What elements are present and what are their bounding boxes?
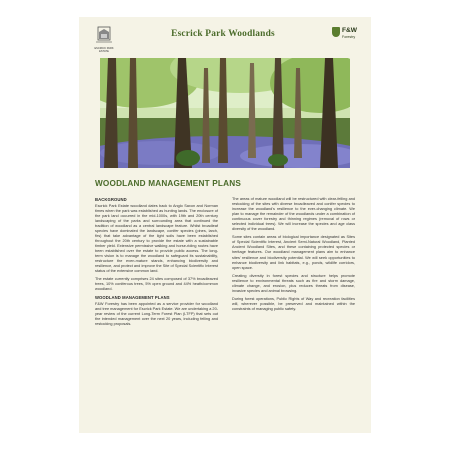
- resilience-paragraph: Creating diversity in forest species and structure helps promote resilience to environmental threats such as fire and storm damage, climate change, and erosion, plus reduces threats from disease, invasive species and animal browsing.: [232, 273, 355, 293]
- document-title: Escrick Park Woodlands: [171, 29, 275, 39]
- section-title: WOODLAND MANAGEMENT PLANS: [95, 179, 241, 188]
- restructure-paragraph: The areas of mature woodland will be restructured with clear-felling and restocking of the sites with diverse broadleaved and conifer species to increase the woodland's resilience to the ever-changing climate. We plan to manage the remainder of the woodlands under a combination of continuous cover forestry and thinning regimes (removal of rows or selected individual trees). We will increase the species and age class diversity of the woodland.: [232, 197, 355, 232]
- background-paragraph-2: The estate currently comprises 24 sites composed of 37% broadleaved trees, 10% coniferous trees, 5% open ground and 44% heath/common woodland.: [95, 277, 218, 292]
- woodland-hero-image: [100, 58, 350, 168]
- partner-sub: Forestry: [342, 35, 356, 39]
- right-column: [232, 197, 355, 315]
- document-page: [79, 17, 371, 433]
- fw-forestry-logo: [332, 26, 360, 44]
- management-plans-heading: WOODLAND MANAGEMENT PLANS: [95, 295, 170, 301]
- public-access-paragraph: During forest operations, Public Rights of Way and recreation facilities will, wherever possible, be preserved and maintained within the constraints of managing public safety.: [232, 296, 355, 311]
- biodiversity-paragraph: Some sites contain areas of biological importance designated as Sites of Special Scientific Interest, Ancient Semi-Natural Woodland, Planted Ancient Woodland Sites, and these containing protected species or heritage features. Our woodland management plans aim to enhance sites' resilience and biodiversity potential. We will seek opportunities to enhance biodiversity and link habitats, e.g., ponds, wildlife corridors, open space.: [232, 235, 355, 270]
- page-header: [79, 17, 371, 57]
- background-paragraph-1: Escrick Park Estate woodland dates back to Anglo Saxon and Norman times when the park was established as hunting lands. The enclosure of the park land occurred in the mid-1000s, with 19th and 20th century landscaping of the parks and surrounding area that continued the tradition of woodland as a central landscape feature. Whilst broadleaf species have dominated the landscape, conifer species (pines, larch, firs) that take advantage of the light soils have been established throughout the 20th century to provide the estate with a sustainable timber yield. Extensive permissive walking and horse-riding routes have been established over the estate to provide public access. The long-term vision is to manage the woodland to safeguard its sustainability, restructure the even-mature stands, enhancing biodiversity and resilience, and protect and improve the Site of Special Scientific Interest status of the extensive common land.: [95, 203, 218, 274]
- estate-name: ESCRICK PARK ESTATE: [94, 47, 114, 53]
- leaf-shield-icon: [332, 27, 340, 37]
- management-plans-paragraph: F&W Forestry has been appointed as a service provider for woodland and tree management for Escrick Park Estate. We are undertaking a 20-year review of the current Long-Term Forest Plan (LTFP) that sets out the intended management over the next 20 years, including felling and restocking proposals.: [95, 301, 218, 327]
- background-heading: BACKGROUND: [95, 197, 127, 202]
- estate-crest-logo: [96, 26, 112, 48]
- partner-name: F&W: [342, 27, 358, 34]
- left-column: [95, 197, 218, 330]
